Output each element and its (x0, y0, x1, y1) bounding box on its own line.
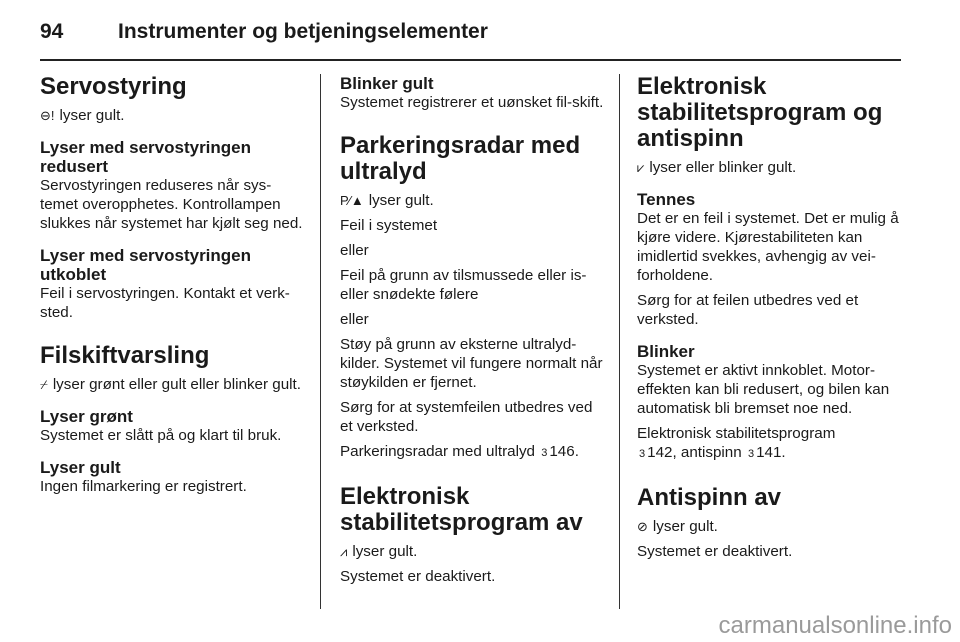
park-indicator-line: P⁄▲ lyser gult. (340, 192, 434, 209)
esp-off-title: Elektronisk stabilitetsprogram av (340, 483, 583, 536)
esc-title: Elektronisk stabilitetsprogram og antispinn (637, 73, 883, 152)
park-title: Parkeringsradar med ultralyd (340, 132, 581, 185)
park-text-1: Feil i systemet (340, 217, 438, 234)
blinks-heading: Blinker (637, 342, 695, 361)
page-number: 94 (40, 20, 64, 43)
column-3 (637, 74, 901, 561)
column-divider-2 (619, 74, 620, 609)
watermark: carmanualsonline.info (718, 612, 952, 639)
column-divider-1 (320, 74, 321, 609)
esc-reference-pages: 3 142, antispinn 3 141. (639, 444, 786, 461)
power-steering-icon: ⊖! (40, 108, 55, 123)
lane-departure-icon: ⌿ (40, 377, 48, 392)
lights-heading: Tennes (637, 190, 696, 209)
servo-reduced-heading: Lyser med servostyringen redusert (40, 138, 252, 176)
page-reference-icon: 3 (747, 448, 755, 460)
column-1 (40, 74, 304, 496)
blinks-text: Systemet er aktivt innkoblet. Motor-effekten kan bli redusert, og bilen kan automatisk bli bremset noe ned. (637, 362, 890, 417)
esp-off-icon: ⩘ (340, 544, 348, 559)
tc-off-text: Systemet er deaktivert. (637, 543, 793, 560)
header-rule (40, 59, 901, 61)
park-text-2: eller (340, 242, 369, 259)
blink-yellow-text: Systemet registrerer et uønsket fil-skift. (340, 94, 604, 111)
park-text-3: Feil på grunn av tilsmussede eller is-eller snødekte følere (340, 267, 587, 303)
page-reference-icon: 3 (541, 447, 548, 459)
lights-text-2: Sørg for at feilen utbedres ved et verksted. (637, 292, 859, 328)
esc-reference-label: Elektronisk stabilitetsprogram (637, 425, 836, 442)
shift-indicator-line: ⌿ lyser grønt eller gult eller blinker gult. (40, 376, 301, 393)
park-reference: Parkeringsradar med ultralyd 3 146. (340, 443, 579, 460)
yellow-text: Ingen filmarkering er registrert. (40, 478, 247, 495)
park-text-5: Støy på grunn av eksterne ultralyd-kilder. Systemet vil fungere normalt når støykilden er fjernet. (340, 336, 603, 391)
shift-title: Filskiftvarsling (40, 342, 210, 369)
yellow-heading: Lyser gult (40, 458, 121, 477)
park-text-6: Sørg for at systemfeilen utbedres ved et verksted. (340, 399, 593, 435)
esc-icon: ⩗ (637, 160, 645, 175)
servo-indicator-line: ⊖! lyser gult. (40, 107, 125, 124)
esc-indicator-line: ⩗ lyser eller blinker gult. (637, 159, 797, 176)
tc-off-indicator-line: ⊘ lyser gult. (637, 518, 718, 535)
green-heading: Lyser grønt (40, 407, 133, 426)
parking-sensor-icon: P⁄▲ (340, 193, 364, 208)
servo-title: Servostyring (40, 73, 187, 100)
servo-off-text: Feil i servostyringen. Kontakt et verk-sted. (40, 285, 290, 321)
esp-off-indicator-line: ⩘ lyser gult. (340, 543, 418, 560)
page-title: Instrumenter og betjeningselementer (118, 20, 488, 43)
tc-off-title: Antispinn av (637, 484, 782, 511)
page-header (40, 20, 900, 44)
blink-yellow-heading: Blinker gult (340, 74, 434, 93)
servo-off-heading: Lyser med servostyringen utkoblet (40, 246, 252, 284)
esp-off-text: Systemet er deaktivert. (340, 568, 496, 585)
servo-reduced-text: Servostyringen reduseres når sys-temet overopphetes. Kontrollampen slukkes når systemet har kjølt seg ned. (40, 177, 303, 232)
park-text-4: eller (340, 311, 369, 328)
page-reference-icon: 3 (639, 448, 646, 460)
green-text: Systemet er slått på og klart til bruk. (40, 427, 282, 444)
column-2 (340, 74, 604, 586)
lights-text-1: Det er en feil i systemet. Det er mulig å kjøre videre. Kjørestabiliteten kan imidlertid svekkes, avhengig av vei-forholdene. (637, 210, 899, 284)
traction-control-off-icon: ⊘ (637, 519, 648, 534)
